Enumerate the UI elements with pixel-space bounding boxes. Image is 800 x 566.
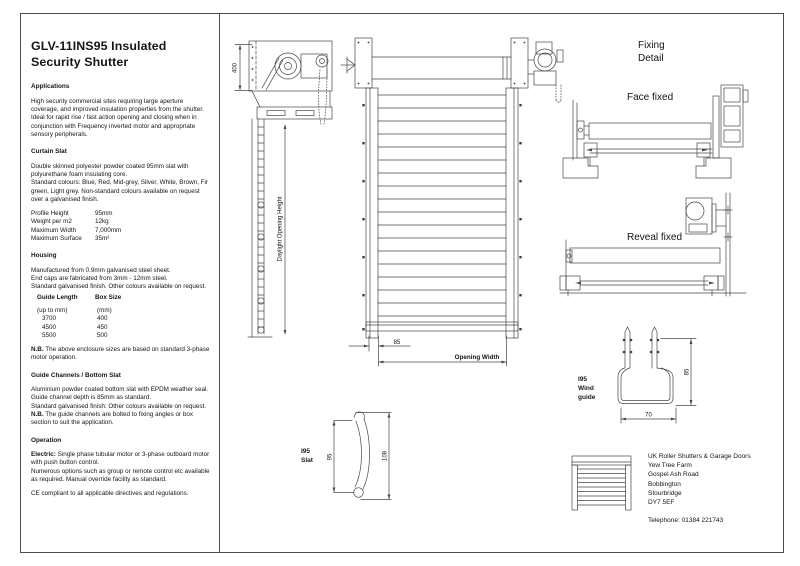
table-cell: 4500: [42, 323, 57, 331]
property-value: 12kg: [95, 218, 109, 226]
reveal-fixed-drawing: [560, 193, 746, 296]
guide-line3: Standard galvanised finish: Other colours available on request.: [31, 402, 207, 410]
table-cell: (mm): [97, 306, 112, 314]
table-cell: 450: [97, 323, 108, 331]
telephone: Telephone: 01384 221743: [648, 517, 724, 525]
curtain-slat-heading: Curtain Slat: [31, 148, 67, 156]
wind-guide-label-line2: Wind: [578, 385, 594, 392]
property-value: 95mm: [95, 210, 113, 218]
dim-wind-85-label: 85: [684, 368, 691, 376]
wind-guide-label-line3: guide: [578, 394, 596, 401]
table-cell: 3700: [42, 315, 57, 323]
address-line: UK Roller Shutters & Garage Doors: [648, 453, 751, 460]
dim-85-label: 85: [393, 339, 401, 346]
dim-70-label: 70: [645, 412, 652, 419]
fixing-detail-title-line1: Fixing: [638, 40, 665, 51]
housing-line3: Standard galvanised finish. Other colours available on request.: [31, 283, 207, 291]
table-cell: 500: [97, 331, 108, 339]
side-view-drawing: [232, 41, 332, 337]
table-header-box-size: Box Size: [95, 293, 122, 301]
address-line: Yew Tree Farm: [648, 462, 692, 470]
guide-channels-heading: Guide Channels / Bottom Slat: [31, 371, 121, 379]
property-label: Profile Height: [31, 210, 69, 218]
guide-line2: Guide channel depth is 85mm as standard.: [31, 394, 152, 402]
address-line: Bobbington: [648, 480, 681, 488]
elevation-drawing: [341, 38, 563, 366]
dim-108-label: 108: [382, 450, 389, 462]
housing-line1: Manufactured from 0.9mm galvanised steel sheet.: [31, 266, 171, 274]
address-line: DY7 5EF: [648, 499, 675, 507]
fixing-detail-title-line2: Detail: [638, 53, 664, 64]
roller-shutter-logo-icon: [572, 456, 631, 510]
face-fixed-label: Face fixed: [627, 92, 674, 103]
table-cell: (up to mm): [37, 306, 68, 314]
guide-line1: Aluminium powder coated bottom slat with EPDM weather seal.: [31, 386, 209, 394]
property-value: 35m²: [95, 235, 110, 243]
curtain-slat-body2: Standard colours: Blue, Red, Mid-grey, Silver, White, Brown, Fir green, Light grey. Non-standard colours available on request over a galvanised finish.: [31, 179, 208, 203]
property-label: Weight per m2: [31, 218, 72, 226]
dim-opening-width-label: Opening Width: [454, 354, 500, 361]
slat-label-line1: I95: [301, 448, 311, 455]
property-value: 7,000mm: [95, 226, 122, 234]
electric-label: Electric:: [31, 451, 56, 459]
table-cell: 400: [97, 315, 108, 323]
nb-label: N.B.: [31, 346, 44, 354]
property-label: Maximum Surface: [31, 235, 82, 243]
operation-line1-text: Single phase tubular motor or 3-phase outboard motor with push button control.: [31, 451, 210, 467]
wind-guide-label-line1: I95: [578, 376, 588, 383]
table-header-guide-length: Guide Length: [37, 293, 78, 301]
address-line: Gospel Ash Road: [648, 471, 699, 479]
dim-95-label: 95: [327, 453, 334, 461]
table-cell: 5500: [42, 331, 57, 339]
ce-statement: CE compliant to all applicable directives and regulations.: [31, 490, 189, 498]
operation-heading: Operation: [31, 436, 62, 444]
slat-label-line2: Slat: [301, 457, 313, 464]
property-label: Maximum Width: [31, 226, 77, 234]
operation-line2: Numerous options such as group or remote control etc available as required. Manual override facility as standard.: [31, 467, 210, 484]
housing-line2: End caps are fabricated from 3mm - 12mm steel.: [31, 275, 168, 283]
address-line: Stourbridge: [648, 489, 682, 497]
page-title: GLV-11INS95 Insulated Security Shutter: [31, 39, 167, 70]
housing-heading: Housing: [31, 252, 57, 260]
nb-label: N.B.: [31, 411, 44, 419]
applications-heading: Applications: [31, 83, 70, 91]
guide-note-text: The guide channels are bolted to fixing angles or box section to suit the application.: [31, 411, 193, 427]
dim-daylight-label: Daylight Opening Height: [277, 196, 284, 262]
reveal-fixed-label: Reveal fixed: [627, 232, 683, 243]
curtain-slat-body1: Double skinned polyester powder coated 95mm slat with polyurethane foam insulating core.: [31, 162, 189, 178]
dim-400-label: 400: [232, 62, 239, 74]
housing-note-text: The above enclosure sizes are based on standard 3-phase motor operation.: [31, 346, 210, 362]
applications-body: High security commercial sites requiring large aperture coverage, and improved insulation properties from the shutter. Ideal for rapid rise / fast action opening and closing when in conjunction with Frequency inverted motor and appropriate sensory peripherals.: [31, 97, 204, 138]
